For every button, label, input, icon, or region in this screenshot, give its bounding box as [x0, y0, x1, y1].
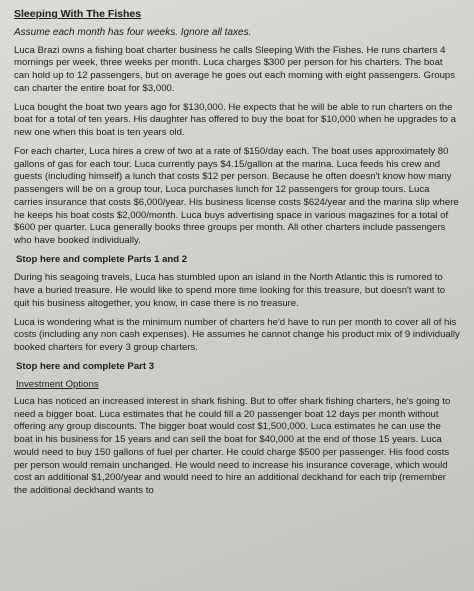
paragraph-business-overview: Luca Brazi owns a fishing boat charter business he calls Sleeping With the Fishes. He runs charters 4 mornings per week, three weeks per month. Luca charges $300 per person for his charters. The boat can hold up to 12 passengers, but on average he goes out each morning with eight passengers. Groups can charter the entire boat for $3,000.	[14, 44, 456, 94]
investment-options-heading: Investment Options	[16, 379, 99, 391]
stop-instruction-part-3: Stop here and complete Part 3	[16, 360, 155, 372]
stop-instruction-parts-1-2: Stop here and complete Parts 1 and 2	[16, 253, 188, 265]
paragraph-shark-fishing: Luca has noticed an increased interest in shark fishing. But to offer shark fishing charters, he's going to need a bigger boat. Luca estimates that he could fill a 20 passenger boat 12 days per month without offering any group discounts. The bigger boat would cost $1,500,000. Luca estimates he can use the boat in his business for 15 years and can sell the boat for $40,000 at the end of those 15 years. Luca would need to buy 150 gallons of fuel per charter. He could charge $500 per passenger. His food costs per person would remain unchanged. He would need to increase his insurance coverage, which would cost an additional $1,200/year and would need to hire an additional deckhand for each trip (remember the additional deckhand wants to	[14, 395, 451, 496]
paragraph-boat-purchase: Luca bought the boat two years ago for $130,000. He expects that he will be able to run charters on the boat for a total of ten years. His daughter has offered to buy the boat for $10,000 when he upgrades to a new one when this boat is ten years old.	[14, 101, 456, 139]
paragraph-treasure: During his seagoing travels, Luca has stumbled upon an island in the North Atlantic this is rumored to have a buried treasure. He would like to spend more time looking for this treasure, but doesn't want to quit his business altogether, you know, in case there is no treasure.	[14, 272, 446, 309]
paragraph-charter-costs: For each charter, Luca hires a crew of two at a rate of $150/day each. The boat uses approximately 80 gallons of gas for each tour. Luca currently pays $4.15/gallon at the marina. Luca feeds his crew and guests (including himself) a lunch that costs $12 per person. Because he often doesn't know how many passengers will be on a group tour, Luca purchases lunch for 12 passengers for group tours. Luca carries insurance that costs $6,000/year. His business license costs $624/year and the marina slip where he keeps his boat costs $2,000/month. Luca buys advertising space in various magazines for a total of $600 per quarter. Luca generally books three groups per month. All other charters include passengers who have booked individually.	[14, 145, 459, 247]
paragraph-breakeven-question: Luca is wondering what is the minimum number of charters he'd have to run per month to cover all of his costs (including any non cash expenses). He assumes he cannot change his product mix of 9 individually booked charters for every 3 group charters.	[14, 316, 460, 354]
document-title: Sleeping With The Fishes	[14, 8, 142, 20]
assumptions-note: Assume each month has four weeks. Ignore all taxes.	[14, 26, 252, 38]
